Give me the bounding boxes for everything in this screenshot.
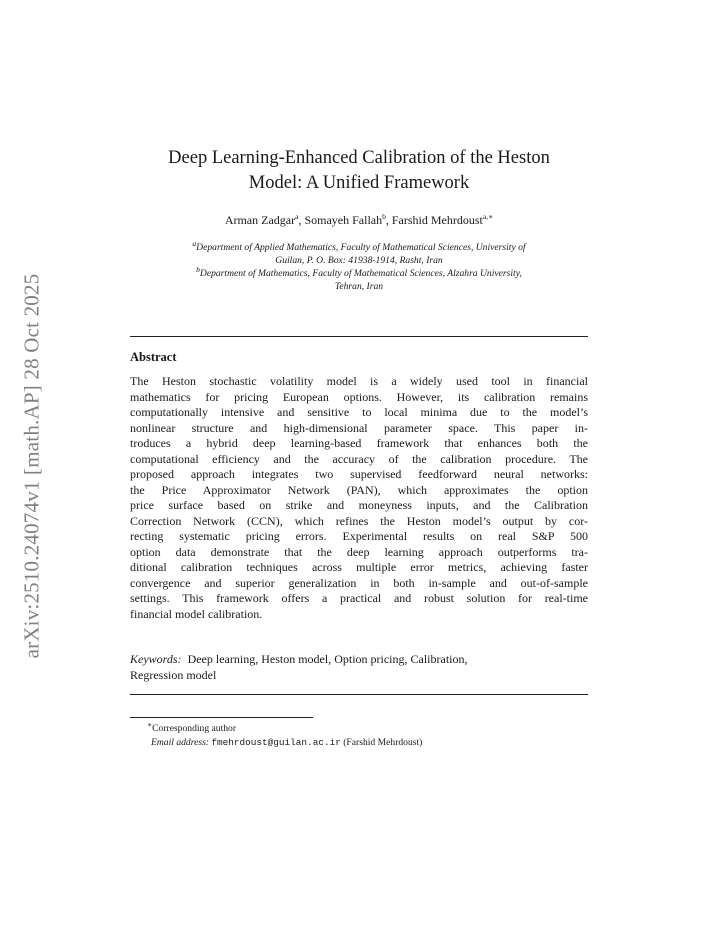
paper-title-line-2: Model: A Unified Framework bbox=[248, 173, 470, 193]
abstract-line: Correction Network (CCN), which refines the Heston model’s output by cor- bbox=[130, 513, 588, 528]
affiliation-item bbox=[130, 238, 588, 267]
author-name: Arman Zadgar bbox=[224, 213, 296, 227]
email-label: Email address: bbox=[151, 737, 210, 748]
abstract-line: convergence and superior generalization in both in-sample and out-of-sample bbox=[130, 575, 588, 590]
affiliation-mark: b bbox=[196, 264, 200, 274]
abstract-line: the Price Approximator Network (PAN), which approximates the option bbox=[130, 482, 588, 497]
footnote-rule bbox=[130, 717, 313, 718]
author-name: Farshid Mehrdoust bbox=[391, 213, 483, 227]
affiliation-mark: a bbox=[192, 238, 197, 248]
abstract-line: recting systematic pricing errors. Experimental results on real S&P 500 bbox=[130, 529, 588, 543]
keywords-label: Keywords: bbox=[130, 652, 182, 666]
abstract-line: computationally intensive and sensitive to local minima due to the model’s bbox=[130, 405, 588, 419]
abstract-bottom-rule bbox=[130, 694, 588, 695]
arxiv-identifier-stamp: arXiv:2510.24074v1 [math.AP] 28 Oct 2025 bbox=[19, 273, 44, 659]
affiliation-line: Department of Mathematics, Faculty of Mathematical Sciences, Alzahra University, bbox=[199, 268, 522, 279]
abstract-line: proposed approach integrates two supervised feedforward neural networks: bbox=[130, 467, 588, 481]
affiliation-line: Guilan, P. O. Box: 41938-1914, Rasht, Iran bbox=[275, 255, 443, 266]
abstract-line: mathematics for pricing European options. However, its calibration remains bbox=[130, 389, 588, 404]
abstract-line: nonlinear structure and high-dimensional parameter space. This paper in- bbox=[130, 420, 588, 435]
abstract-line: option data demonstrate that the deep learning approach outperforms tra- bbox=[130, 544, 588, 559]
abstract-line: price surface based on strike and moneyness inputs, and the Calibration bbox=[130, 498, 588, 512]
footnote bbox=[147, 719, 423, 750]
affiliation-line: Department of Applied Mathematics, Faculty of Mathematical Sciences, University of bbox=[196, 242, 526, 253]
author-affiliation-mark: a bbox=[295, 212, 299, 221]
keywords-text: Deep learning, Heston model, Option pricing, Calibration, bbox=[187, 652, 468, 666]
abstract-line: financial model calibration. bbox=[130, 606, 263, 621]
paper-title-line-1: Deep Learning-Enhanced Calibration of the Heston bbox=[168, 148, 550, 168]
author-separator: , bbox=[298, 213, 305, 227]
abstract-line: ditional calibration techniques across multiple error metrics, achieving faster bbox=[130, 560, 588, 574]
keywords-text: Regression model bbox=[130, 668, 217, 682]
abstract-line: troduces a hybrid deep learning-based framework that enhances both the bbox=[130, 436, 588, 450]
email-owner: (Farshid Mehrdoust) bbox=[343, 737, 423, 748]
author-name: Somayeh Fallah bbox=[304, 213, 383, 227]
footnote-mark: ∗ bbox=[147, 719, 153, 729]
email-address: fmehrdoust@guilan.ac.ir bbox=[211, 737, 341, 748]
abstract-line: The Heston stochastic volatility model is a widely used tool in financial bbox=[130, 374, 588, 388]
abstract-heading: Abstract bbox=[130, 350, 177, 364]
author-affiliation-mark: a,∗ bbox=[482, 212, 494, 221]
corresponding-author-note: Corresponding author bbox=[152, 723, 237, 734]
abstract-line: computational efficiency and the accuracy of the calibration procedure. The bbox=[130, 451, 588, 466]
author-separator: , bbox=[385, 213, 392, 227]
abstract-line: settings. This framework offers a practical and robust solution for real-time bbox=[130, 591, 588, 605]
affiliation-item bbox=[130, 264, 588, 293]
affiliation-list bbox=[130, 238, 588, 293]
author-list bbox=[130, 212, 588, 228]
author-affiliation-mark: b bbox=[382, 212, 386, 221]
abstract-top-rule bbox=[130, 336, 588, 337]
keywords-block bbox=[130, 651, 588, 683]
affiliation-line: Tehran, Iran bbox=[334, 281, 384, 292]
abstract-body bbox=[130, 374, 588, 622]
paper-title bbox=[130, 146, 588, 196]
